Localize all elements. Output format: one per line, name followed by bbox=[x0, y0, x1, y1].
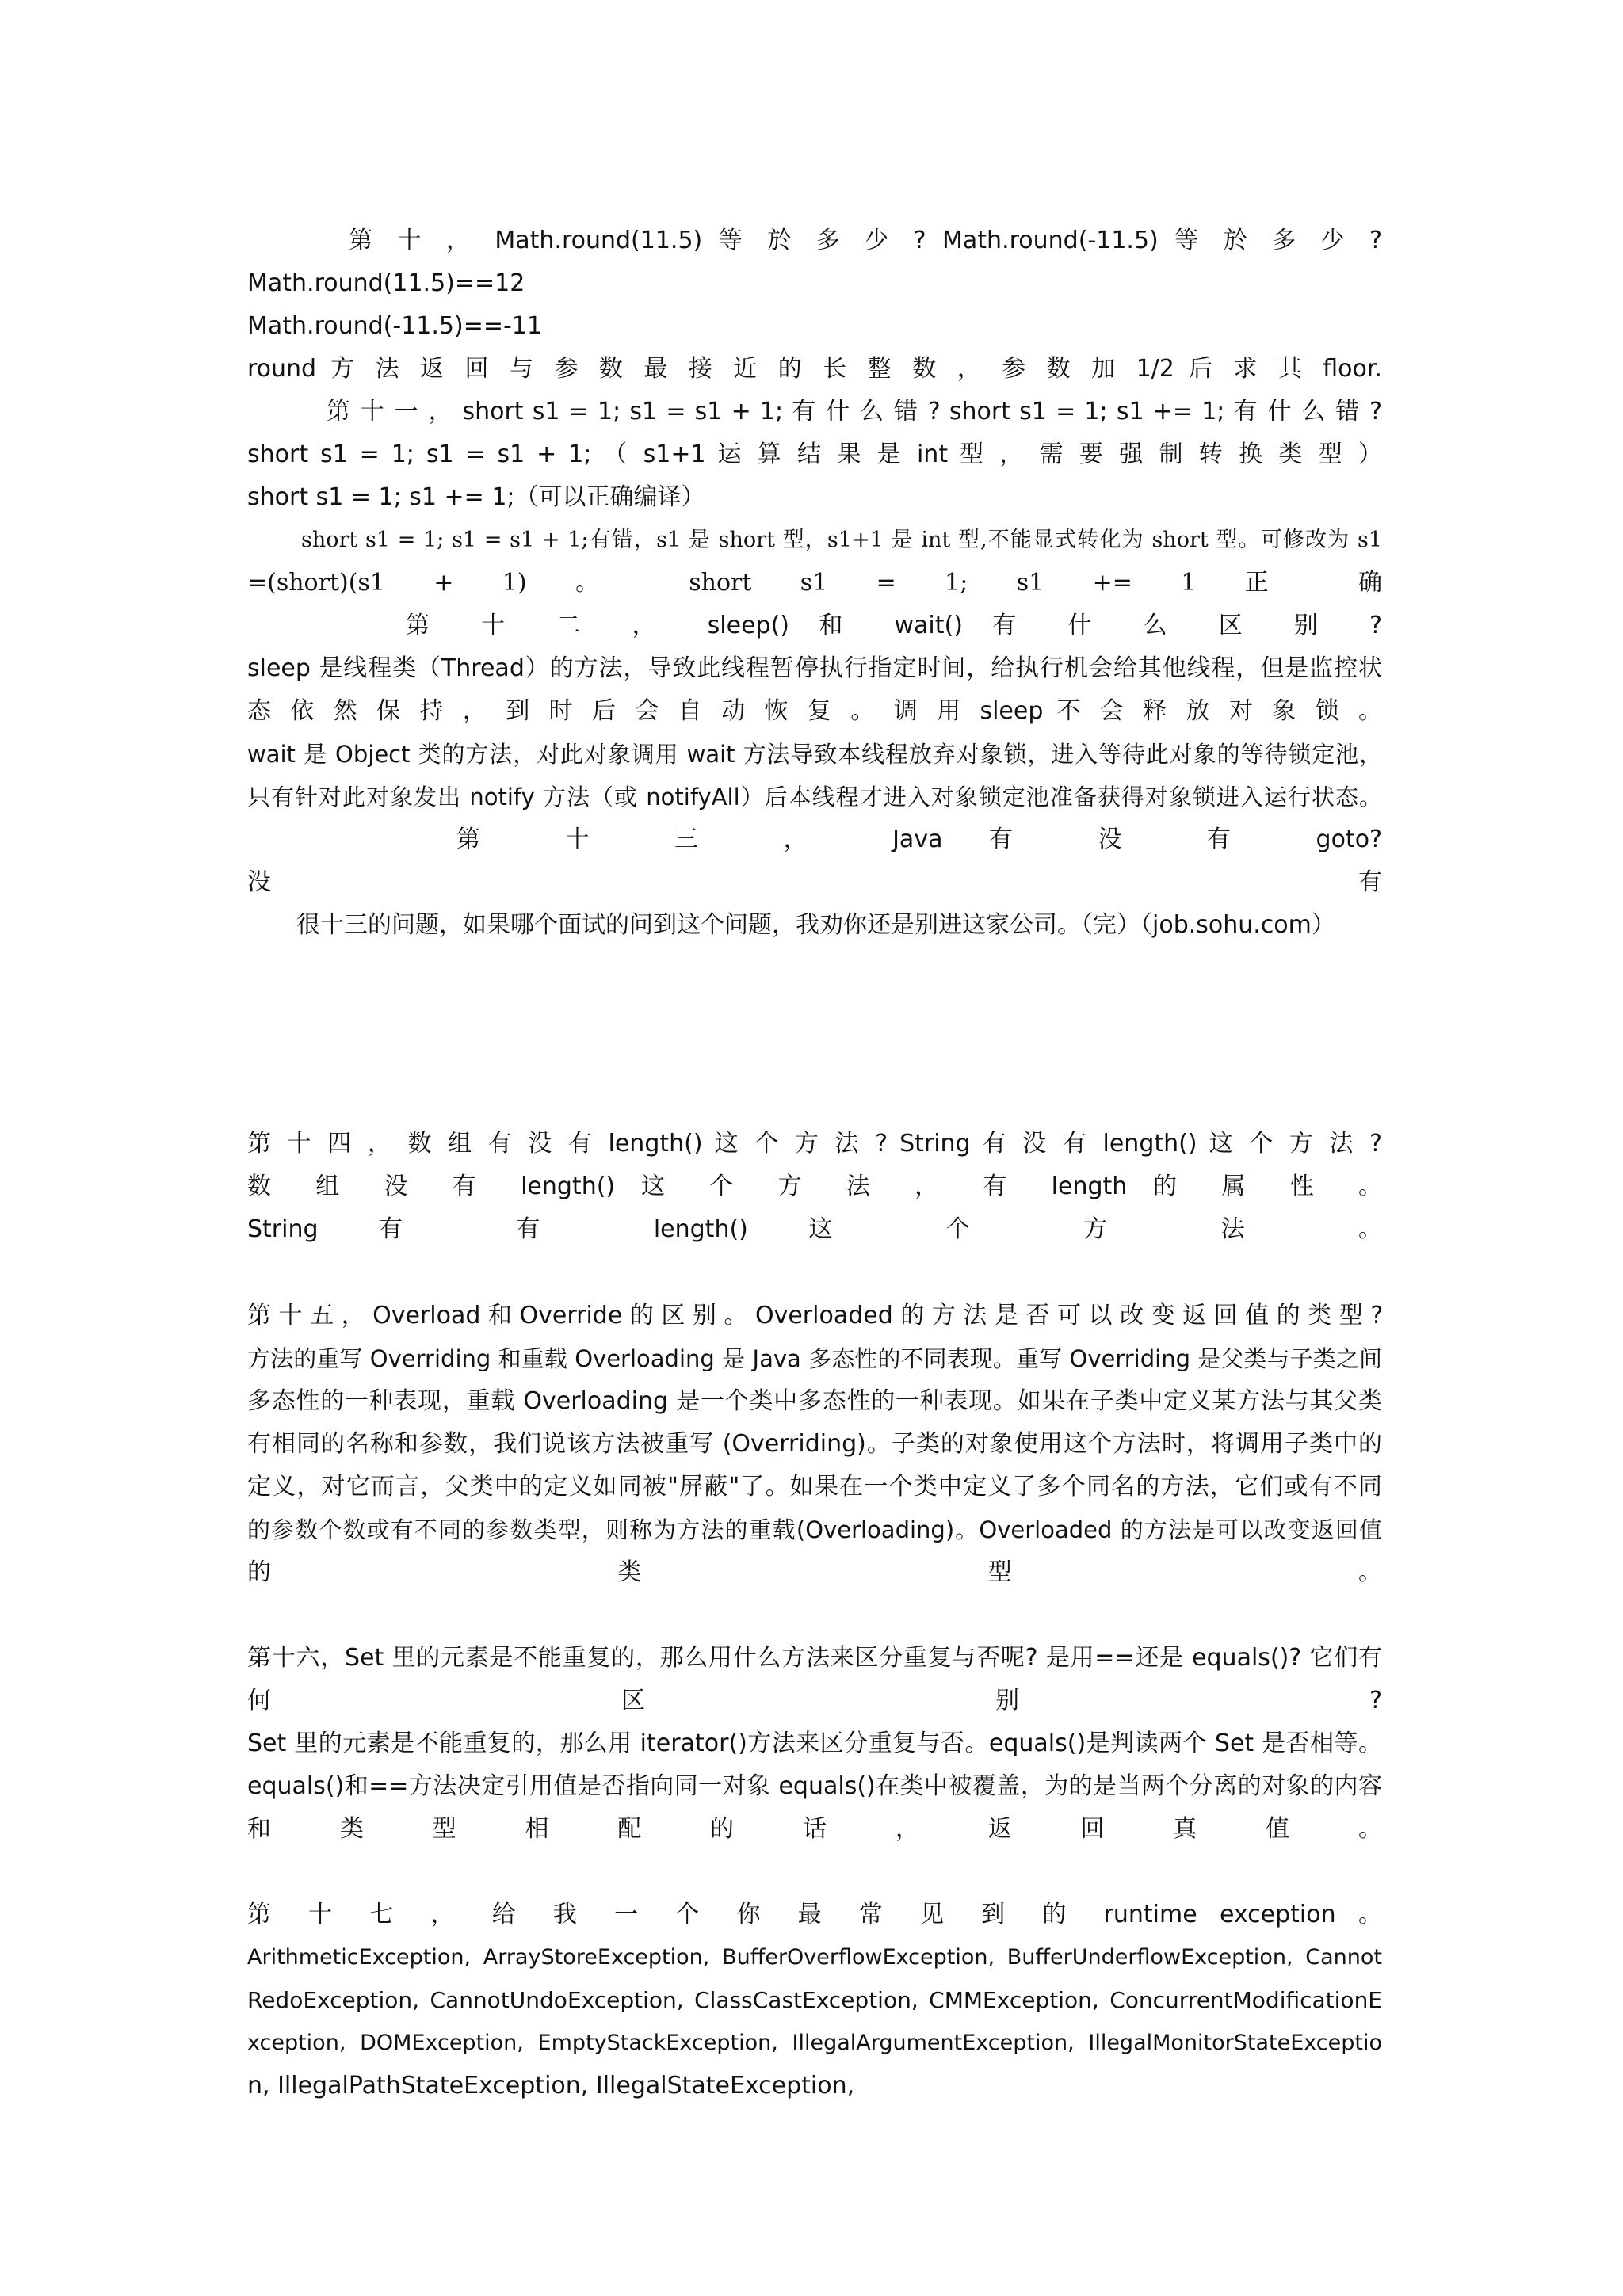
q13-line: 没 有 bbox=[247, 868, 1382, 896]
q10-line: round 方 法 返 回 与 参 数 最 接 近 的 长 整 数 ， 参 数 加 1/2 后 求 其 floor. bbox=[247, 355, 1382, 383]
q12-line: sleep 是线程类（Thread）的方法，导致此线程暂停执行指定时间，给执行机会给其他线程，但是监控状 bbox=[247, 654, 1382, 682]
q11-line: =(short)(s1 + 1) 。 short s1 = 1; s1 += 1 正 确 bbox=[247, 569, 1382, 597]
q10-heading: 第 十 ， Math.round(11.5) 等 於 多 少 ? Math.round(-11.5) 等 於 多 少 ? bbox=[349, 227, 1382, 254]
q14-line: String 有 有 length() 这 个 方 法 。 bbox=[247, 1215, 1382, 1243]
q14-line: 数 组 没 有 length() 这 个 方 法 ， 有 length 的 属 性 。 bbox=[247, 1173, 1382, 1200]
q16-line: 何 区 别 ? bbox=[247, 1687, 1382, 1714]
q15-line: 多态性的一种表现，重载 Overloading 是一个类中多态性的一种表现。如果在子类中定义某方法与其父类 bbox=[247, 1387, 1382, 1415]
q14-heading: 第 十 四 ， 数 组 有 没 有 length() 这 个 方 法 ? String 有 没 有 length() 这 个 方 法 ? bbox=[247, 1130, 1382, 1158]
q17-heading: 第 十 七 ， 给 我 一 个 你 最 常 见 到 的 runtime exception 。 bbox=[247, 1901, 1382, 1928]
q16-line: 和 类 型 相 配 的 话 ， 返 回 真 值 。 bbox=[247, 1815, 1382, 1843]
q16-line: Set 里的元素是不能重复的，那么用 iterator()方法来区分重复与否。equals()是判读两个 Set 是否相等。 bbox=[247, 1730, 1382, 1757]
q11-line: short s1 = 1; s1 += 1;（可以正确编译） bbox=[247, 483, 705, 511]
q15-heading: 第 十 五 ， Overload 和 Override 的 区 别 。 Overloaded 的 方 法 是 否 可 以 改 变 返 回 值 的 类 型 ? bbox=[247, 1302, 1384, 1329]
q17-line: RedoException, CannotUndoException, ClassCastException, CMMException, ConcurrentModificationE bbox=[247, 1987, 1382, 2013]
q17-line: n, IllegalPathStateException, IllegalStateException, bbox=[247, 2072, 855, 2100]
q15-line: 方法的重写 Overriding 和重载 Overloading 是 Java 多态性的不同表现。重写 Overriding 是父类与子类之间 bbox=[247, 1345, 1382, 1372]
q17-line: ArithmeticException, ArrayStoreException, BufferOverflowException, BufferUnderflowException, Cannot bbox=[247, 1945, 1382, 1970]
q15-line: 的参数个数或有不同的参数类型，则称为方法的重载(Overloading)。Overloaded 的方法是可以改变返回值 bbox=[247, 1516, 1382, 1543]
q12-line: wait 是 Object 类的方法，对此对象调用 wait 方法导致本线程放弃对象锁，进入等待此对象的等待锁定池， bbox=[247, 741, 1382, 768]
q15-line: 定义，对它而言，父类中的定义如同被"屏蔽"了。如果在一个类中定义了多个同名的方法，它们或有不同 bbox=[247, 1473, 1382, 1501]
q12-line: 只有针对此对象发出 notify 方法（或 notifyAll）后本线程才进入对象锁定池准备获得对象锁进入运行状态。 bbox=[247, 784, 1382, 810]
q10-line: Math.round(11.5)==12 bbox=[247, 269, 525, 297]
q11-heading: 第 十 一 ， short s1 = 1; s1 = s1 + 1; 有 什 么 错 ? short s1 = 1; s1 += 1; 有 什 么 错 ? bbox=[327, 398, 1382, 425]
q13-heading: 第 十 三 ， Java 有 没 有 goto? bbox=[456, 826, 1382, 853]
q13-line: 很十三的问题，如果哪个面试的问到这个问题，我劝你还是别进这家公司。（完）（job.sohu.com） bbox=[296, 911, 1335, 939]
q11-line: short s1 = 1; s1 = s1 + 1; （ s1+1 运 算 结 果 是 int 型 ， 需 要 强 制 转 换 类 型 ） bbox=[247, 441, 1382, 468]
q11-line: short s1 = 1; s1 = s1 + 1;有错，s1 是 short 型，s1+1 是 int 型,不能显式转化为 short 型。可修改为 s1 bbox=[301, 528, 1382, 552]
q15-line: 有相同的名称和参数，我们说该方法被重写 (Overriding)。子类的对象使用这个方法时，将调用子类中的 bbox=[247, 1430, 1382, 1458]
q12-heading: 第 十 二 ， sleep() 和 wait() 有 什 么 区 别 ? bbox=[406, 612, 1382, 639]
q15-line: 的 类 型 。 bbox=[247, 1558, 1382, 1586]
q10-line: Math.round(-11.5)==-11 bbox=[247, 312, 542, 340]
q16-line: equals()和==方法决定引用值是否指向同一对象 equals()在类中被覆盖，为的是当两个分离的对象的内容 bbox=[247, 1772, 1382, 1800]
q16-heading: 第十六，Set 里的元素是不能重复的，那么用什么方法来区分重复与否呢? 是用==还是 equals()? 它们有 bbox=[247, 1644, 1382, 1672]
q12-line: 态 依 然 保 持 ， 到 时 后 会 自 动 恢 复 。 调 用 sleep 不 会 释 放 对 象 锁 。 bbox=[247, 697, 1382, 725]
q17-line: xception, DOMException, EmptyStackException, IllegalArgumentException, IllegalMonitorStateExceptio bbox=[247, 2031, 1382, 2055]
